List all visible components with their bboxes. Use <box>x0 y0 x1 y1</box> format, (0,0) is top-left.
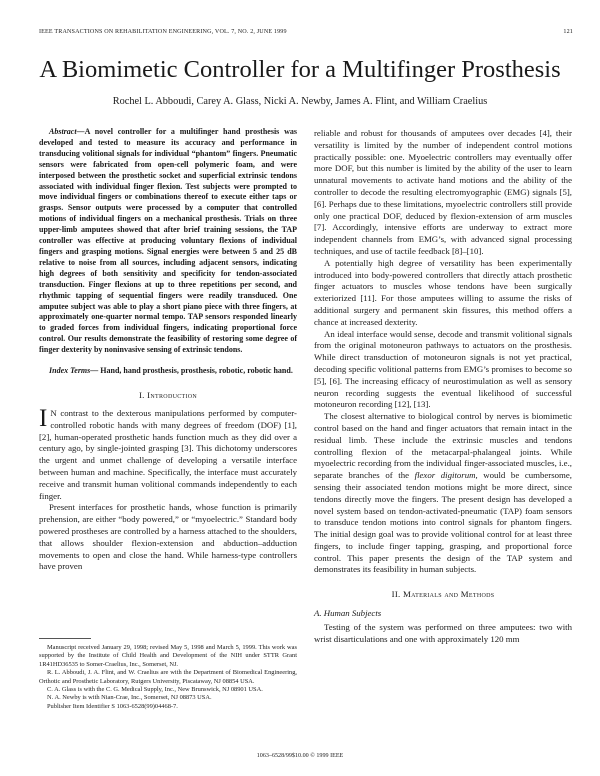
footnote-manuscript: Manuscript received January 29, 1998; revised May 5, 1998 and March 5, 1999. This work was supported by the Institute of Child Health and Development of the NIH under STTR Grant 1R41HD36535 to Somer-Craelius, Inc., Somerset, NJ. <box>39 644 297 668</box>
index-terms-label: Index Terms— <box>49 366 99 376</box>
page-number: 121 <box>563 29 573 35</box>
paper-title: A Biomimetic Controller for a Multifinger Prosthesis <box>39 56 561 83</box>
copyright-line: 1063–6528/99$10.00 © 1999 IEEE <box>256 753 344 759</box>
index-terms-text: Hand, hand prosthesis, prosthesis, robotic, robotic hand. <box>98 366 293 376</box>
left-column <box>39 127 297 573</box>
intro-paragraph-4: A potentially high degree of versatility has been experimentally introduced into body-powered controllers that directly attach prosthetic finger actuators to muscles whose tendons have been surgically exteriorized [11]. For those amputees willing to assume the risks of additional surgery and permanent skin fissures, this method offers a chance at increased dexterity. <box>314 257 572 327</box>
intro-paragraph-1 <box>39 404 297 502</box>
footnotes <box>39 644 297 711</box>
intro-paragraph-5: An ideal interface would sense, decode and transmit volitional signals from the original motoneuron pathways to actuators on the prosthesis. While direct transduction of motoneuron signals is not yet practical, decoding specific volitional patterns from EMG’s promises to become so [5], [6]. The increasing efficacy of neurostimulation as well as sensory neuron recording suggests the eventual likelihood of successful motoneuron recording [12], [13]. <box>314 328 572 410</box>
intro-paragraph-2: Present interfaces for prosthetic hands, whose function is primarily prehension, are either “body powered,” or “myoelectric.” Standard body powered prostheses are controlled by a harness attached to the shoulders, that allows shoulder flexion-extension and abduction–adduction movements to open and close the hand. While harness-type controllers have proven <box>39 502 297 572</box>
index-terms <box>39 366 297 377</box>
subsection-heading-human-subjects: A. Human Subjects <box>314 608 382 619</box>
intro-paragraph-6-text-a: The closest alternative to biological control by nerves is biomimetic control based on the hand and finger actuators that remain intact in the residual limb. These include the extrinsic muscles and tendons controlling flexion of the metacarpal-phalangeal joints. While myoelectric recording from the individual finger-associated muscles, i.e., separate branches of the <box>314 411 572 481</box>
footnote-publisher-id: Publisher Item Identifier S 1063-6528(99)04468-7. <box>47 702 178 710</box>
intro-paragraph-1-text: N contrast to the dexterous manipulations performed by computer-controlled robotic hands with many degrees of freedom (DOF) [1], [2], human-operated prosthetic hands function much as they did over a century ago, by single-jointed grasping [3]. This dichotomy underscores the urgent and unmet challenge of developing a versatile interface between human and machine. Specifically, the interface must accurately receive and transmit human volitional commands independently to each finger. <box>39 407 297 501</box>
abstract <box>39 127 297 356</box>
section-heading-introduction: I. Introduction <box>138 389 198 400</box>
abstract-label: Abstract— <box>49 127 85 136</box>
journal-name: IEEE TRANSACTIONS ON REHABILITATION ENGINEERING, VOL. 7, NO. 2, JUNE 1999 <box>39 29 287 35</box>
running-head <box>39 29 573 39</box>
section-heading-materials-methods: II. Materials and Methods <box>391 589 495 600</box>
footnote-affiliation-rutgers: R. L. Abboudi, J. A. Flint, and W. Craelius are with the Department of Biomedical Engineering, Orthotic and Prosthetic Laboratory, Rutgers University, Piscataway, NJ 08854 USA. <box>39 669 297 685</box>
drop-cap: I <box>39 404 48 432</box>
author-list: Rochel L. Abboudi, Carey A. Glass, Nicki A. Newby, James A. Flint, and William Craelius <box>112 96 488 107</box>
footnote-affiliation-cg-medical: C. A. Glass is with the C. G. Medical Supply, Inc., New Brunswick, NJ 08901 USA. <box>47 686 263 694</box>
footnote-affiliation-nian-crae: N. A. Newby is with Nian-Crae, Inc., Somerset, NJ 08873 USA. <box>47 694 212 702</box>
intro-paragraph-6-text-b: , would be cumbersome, sensing their associated tendon motions might be more direct, since tendons directly move the fingers. The present design has developed a novel system based on tendon-activated-pneumatic (TAP) foam sensors to transduce tendon motions into control signals for phantom fingers. The initial design goal was to provide volitional control for at least three fingers, to include finger tapping, grasping, and proportional force control. This paper presents the design of the TAP system and demonstrates its feasibility in human subjects. <box>314 470 572 575</box>
right-column <box>314 128 572 646</box>
abstract-text: A novel controller for a multifinger hand prosthesis was developed and tested to measure its accuracy and performance in transducing volitional signals for individual “phantom” fingers. Pneumatic sensors were fabricated from open-cell polymeric foam, and were interposed between the prosthetic socket and superficial extrinsic tendons associated with individual finger flexion. Test subjects were prompted to move individual fingers or combinations thereof to execute either taps or grasps. Sensor outputs were processed by a computer that controlled motions of individual fingers on a mechanical prosthesis. Trials on three upper-limb amputees showed that after brief training sessions, the TAP controller was effective at producing voluntary flexions of individual fingers and grasping motions. Signal energies were between 5 and 25 dB relative to noise from all sources, including adjacent sensors, indicating high degrees of both sensitivity and specificity for tendon-associated transduction. Finger flexions at up to three repetitions per second, and rhythmic tapping of sequential fingers were readily transduced. One amputee subject was able to play a short piano piece with three fingers, at approximately one-quarter normal tempo. TAP sensors responded linearly to graded forces from individual fingers, indicating proportional force control. Our results demonstrate the feasibility of restoring some degree of finger dexterity by noninvasive sensing of extrinsic tendons. <box>39 127 297 355</box>
intro-paragraph-3: reliable and robust for thousands of amputees over decades [4], their versatility is limited by the number of independent control motions practically possible: one. Myoelectric controllers may eventually offer more DOF, but this number is limited by the ability of the user to learn unnatural movements to activate hand motions and the ability of the controller to decode the resulting electromyographic (EMG) signals [5], [6]. Perhaps due to these limitations, myoelectric controllers still provide only one practical DOF, deduced by flexion-extension of arm muscles [7]. Accordingly, intensive efforts are underway to extract more independent channels from EMG’s, with advanced signal processing techniques, and use of tactile feedback [8]–[10]. <box>314 128 572 256</box>
flexor-digitorum-term: flexor digitorum <box>414 470 476 481</box>
intro-paragraph-6 <box>314 411 572 576</box>
footnote-rule <box>39 638 91 639</box>
methods-paragraph-1: Testing of the system was performed on three amputees: two with wrist disarticulations and one with approximately 120 mm <box>314 622 572 645</box>
